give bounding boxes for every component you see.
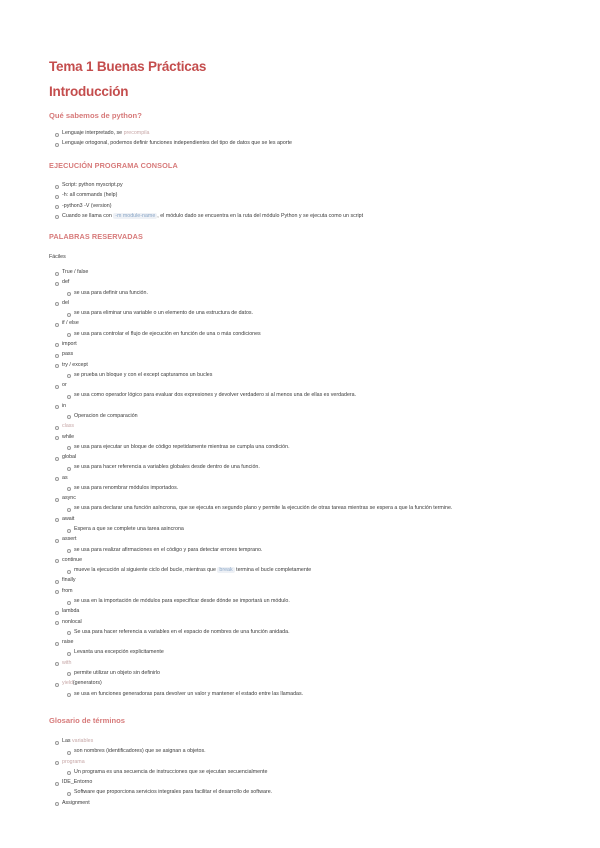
keyword-item: or — [55, 383, 580, 389]
keyword-desc: se usa como operador lógico para evaluar dos expresiones y devolver verdadero si al menos una de ellas es verdadera. — [55, 393, 580, 399]
heading-ejecucion: EJECUCIÓN PROGRAMA CONSOLA — [49, 161, 178, 170]
glossary-item: Assignment — [55, 801, 580, 807]
list-item: -h: all commands (help) — [55, 193, 580, 199]
keyword-desc: Levanta una excepción explicitamente — [55, 650, 580, 656]
keyword-desc: se usa en funciones generadoras para devolver un valor y mantener el estado entre las llamadas. — [55, 692, 580, 698]
glossary-item: programa — [55, 760, 580, 766]
keyword-desc: se usa para realizar afirmaciones en el código y para detectar errores temprano. — [55, 548, 580, 554]
glossary-desc: Un programa es una secuencia de instrucciones que se ejecutan secuencialmente — [55, 770, 580, 776]
list-item: -python3 -V (version) — [55, 204, 580, 210]
list-glosario — [55, 739, 580, 806]
keyword-item: with — [55, 661, 580, 667]
keyword-item: global — [55, 455, 580, 461]
glossary-desc: son nombres (identificadores) que se asignan a objetos. — [55, 749, 580, 755]
keyword-desc: Se usa para hacer referencia a variables en el espacio de nombres de una función anidada. — [55, 630, 580, 636]
list-ejecucion — [55, 183, 580, 219]
keyword-item: as — [55, 476, 580, 482]
heading-palabras-reservadas: PALABRAS RESERVADAS — [49, 232, 143, 241]
keyword-item: pass — [55, 352, 580, 358]
list-item: Lenguaje ortogonal, podemos definir funciones independientes del tipo de datos que se les aporte — [55, 141, 580, 147]
keyword-item: yield(generators) — [55, 681, 580, 687]
keyword-item: async — [55, 496, 580, 502]
keyword-item: finally — [55, 578, 580, 584]
heading-glosario: Glosario de términos — [49, 716, 125, 725]
keyword-item: from — [55, 589, 580, 595]
list-que-sabemos — [55, 131, 580, 147]
glossary-item: Las variables — [55, 739, 580, 745]
keyword-desc: se usa para definir una función. — [55, 291, 580, 297]
keyword-desc: se usa para hacer referencia a variables globales desde dentro de una función. — [55, 465, 580, 471]
inline-code: break — [219, 567, 233, 574]
list-palabras — [55, 270, 580, 697]
keyword-item: if / else — [55, 321, 580, 327]
keyword-desc: permite utilizar un objeto sin definirlo — [55, 671, 580, 677]
keyword-item: try / except — [55, 363, 580, 369]
keyword-item: in — [55, 404, 580, 410]
keyword-desc: Operacion de comparación — [55, 414, 580, 420]
keyword-item: import — [55, 342, 580, 348]
keyword-item: nonlocal — [55, 620, 580, 626]
keyword-item: True / false — [55, 270, 580, 276]
keyword-item: assert — [55, 537, 580, 543]
glossary-desc: Software que proporciona servicios integrales para facilitar el desarrollo de software. — [55, 790, 580, 796]
keyword-desc: se usa para controlar el flujo de ejecución en función de una o más condiciones — [55, 332, 580, 338]
list-item: Cuando se llama con -m module-name , el módulo dado se encuentra en la ruta del módulo Python y se ejecuta como un script — [55, 214, 580, 220]
inline-code: -m module-name — [115, 212, 156, 219]
keyword-desc: Espera a que se complete una tarea asincrona — [55, 527, 580, 533]
keyword-item: class — [55, 424, 580, 430]
keyword-desc: se usa para eliminar una variable o un elemento de una estructura de datos. — [55, 311, 580, 317]
page-title: Tema 1 Buenas Prácticas — [49, 59, 207, 74]
keyword-item: raise — [55, 640, 580, 646]
keyword-desc: mueve la ejecución al siguiente ciclo del bucle, mientras que break termina el bucle completamente — [55, 568, 580, 574]
keyword-desc: se usa en la importación de módulos para especificar desde dónde se importará un módulo. — [55, 599, 580, 605]
keyword-desc: se usa para ejecutar un bloque de código repetidamente mientras se cumpla una condición. — [55, 445, 580, 451]
keyword-item: def — [55, 280, 580, 286]
palabras-intro: Fáciles — [49, 254, 66, 260]
section-title-introduccion: Introducción — [49, 84, 129, 99]
keyword-item: await — [55, 517, 580, 523]
keyword-item: while — [55, 435, 580, 441]
list-item: Lenguaje interpretado, se precompila — [55, 131, 580, 137]
heading-que-sabemos: Qué sabemos de python? — [49, 111, 142, 120]
keyword-item: lambda — [55, 609, 580, 615]
keyword-desc: se usa para declarar una función asíncrona, que se ejecuta en segundo plano y permite la ejecución de otras tareas mientras se espera a que la función termine. — [55, 506, 580, 512]
glossary-item: IDE_Entorno — [55, 780, 580, 786]
keyword-desc: se usa para renombrar módulos importados. — [55, 486, 580, 492]
keyword-desc: se prueba un bloque y con el except capturamos un bucles — [55, 373, 580, 379]
list-item: Script: python myscript.py — [55, 183, 580, 189]
keyword-item: continue — [55, 558, 580, 564]
keyword-item: del — [55, 301, 580, 307]
